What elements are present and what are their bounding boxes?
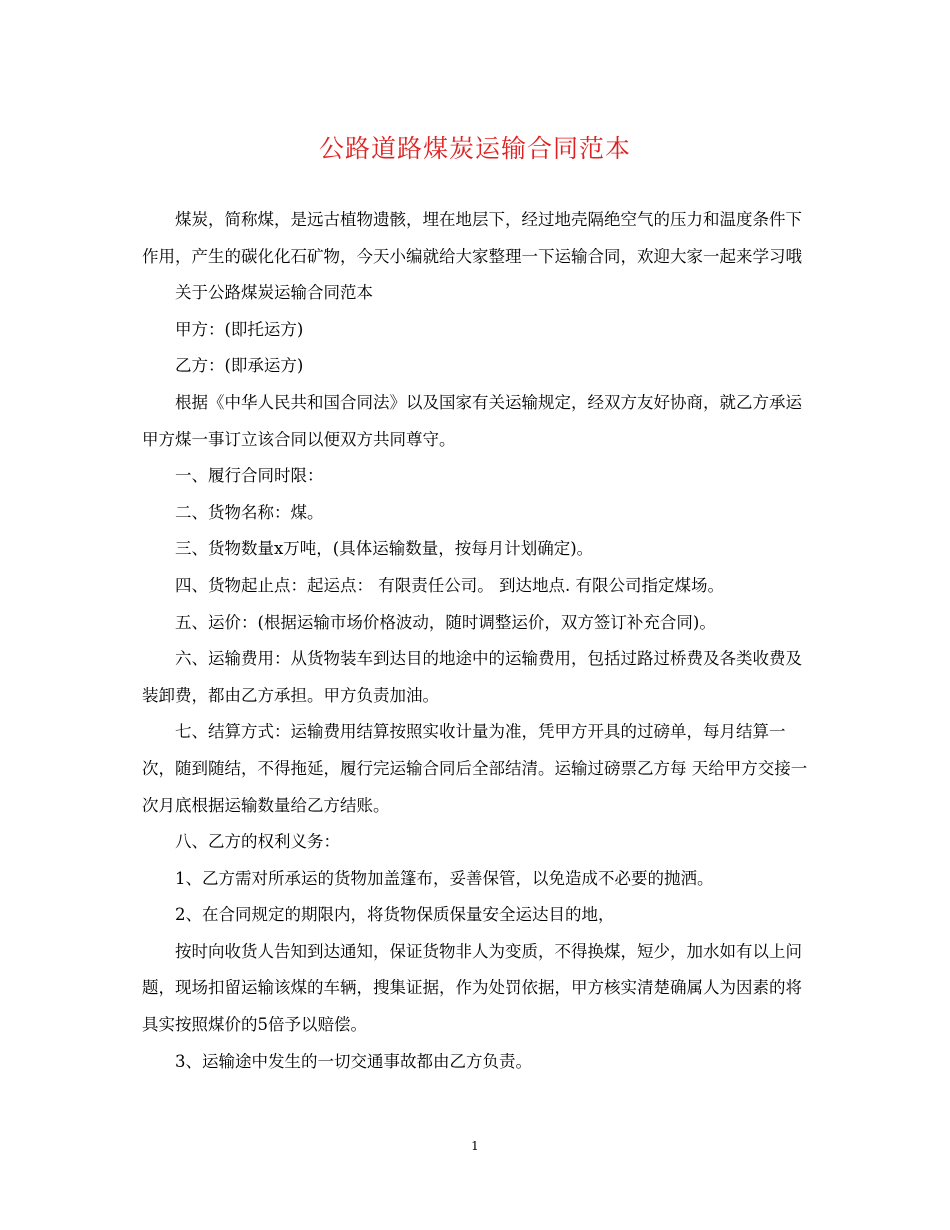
- clause-6: 六、运输费用：从货物装车到达目的地途中的运输费用，包括过路过桥费及各类收费及装卸费，都由乙方承担。甲方负责加油。: [142, 649, 802, 705]
- clause-8-item-3: 3、运输途中发生的一切交通事故都由乙方负责。: [175, 1051, 532, 1071]
- clause-8-item-2-continued: 按时向收货人告知到达通知，保证货物非人为变质，不得换煤，短少，加水如有以上问题，现场扣留运输该煤的车辆，搜集证据，作为处罚依据，甲方核实清楚确属人为因素的将具实按照煤价的5倍予以赔偿。: [142, 941, 802, 1035]
- clause-8-item-1: 1、乙方需对所承运的货物加盖篷布，妥善保管，以免造成不必要的抛洒。: [175, 868, 714, 888]
- document-body: [142, 202, 810, 1080]
- party-b-line: 乙方：(即承运方): [175, 356, 304, 376]
- intro-paragraph: 煤炭，简称煤，是远古植物遗骸，埋在地层下，经过地壳隔绝空气的压力和温度条件下作用，产生的碳化化石矿物，今天小编就给大家整理一下运输合同，欢迎大家一起来学习哦: [142, 210, 802, 266]
- contract-heading: 关于公路煤炭运输合同范本: [175, 283, 373, 303]
- clause-5: 五、运价：(根据运输市场价格波动，随时调整运价，双方签订补充合同)。: [175, 612, 716, 632]
- clause-3: 三、货物数量x万吨，(具体运输数量，按每月计划确定)。: [175, 539, 594, 559]
- preamble-paragraph: 根据《中华人民共和国合同法》以及国家有关运输规定，经双方友好协商，就乙方承运甲方煤一事订立该合同以便双方共同尊守。: [142, 392, 802, 449]
- document-title: 公路道路煤炭运输合同范本: [318, 134, 631, 163]
- clause-7: 七、结算方式：运输费用结算按照实收计量为准，凭甲方开具的过磅单，每月结算一次，随到随结，不得拖延，履行完运输合同后全部结清。运输过磅票乙方每 天给甲方交接一次月底根据运输数量给乙方结账。: [142, 722, 808, 815]
- clause-4: 四、货物起止点：起运点： 有限责任公司。 到达地点. 有限公司指定煤场。: [175, 575, 724, 595]
- clause-1: 一、履行合同时限：: [175, 466, 324, 486]
- page-number: 1: [471, 1139, 479, 1153]
- party-a-line: 甲方：(即托运方): [175, 319, 304, 339]
- clause-8: 八、乙方的权利义务：: [175, 832, 340, 852]
- clause-8-item-2: 2、在合同规定的期限内，将货物保质保量安全运达目的地，: [175, 905, 615, 925]
- clause-2: 二、货物名称：煤。: [175, 502, 324, 522]
